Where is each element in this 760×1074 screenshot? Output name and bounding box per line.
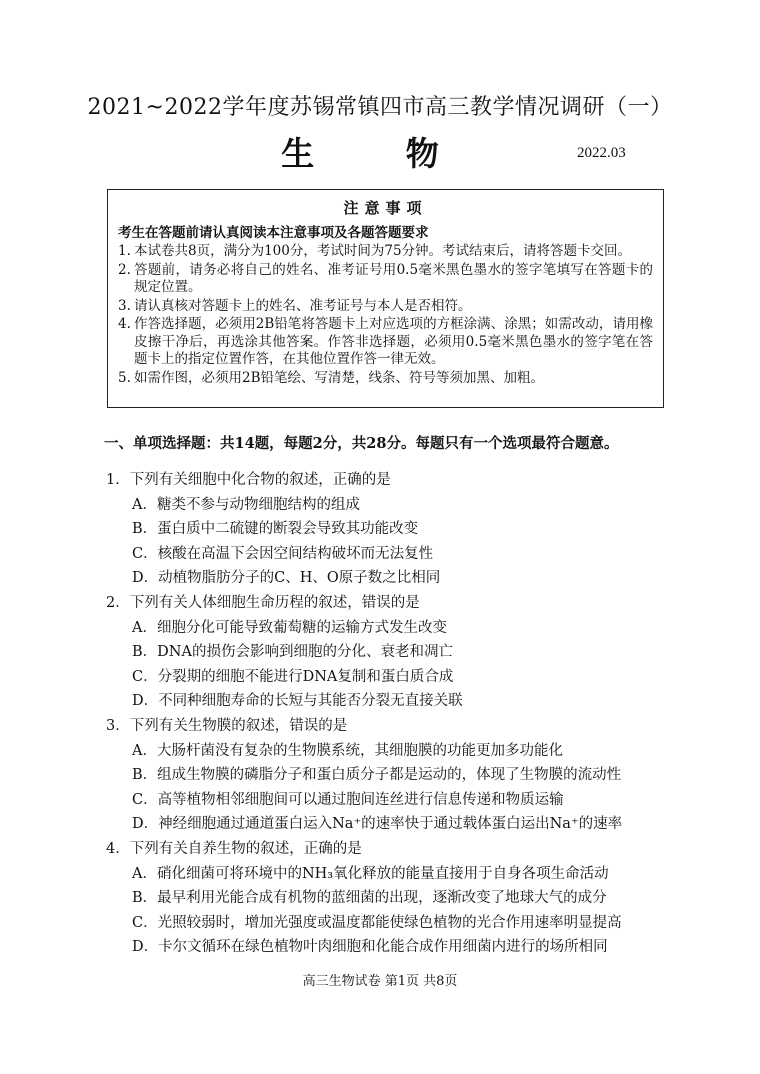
question-1 (106, 468, 666, 591)
answer-option: D．神经细胞通过通道蛋白运入Na⁺的速率快于通过载体蛋白运出Na⁺的速率 (132, 816, 623, 833)
question-stem: 1．下列有关细胞中化合物的叙述，正确的是 (106, 472, 391, 488)
answer-option: D．动植物脂肪分子的C、H、O原子数之比相同 (132, 570, 441, 587)
answer-option: B．最早利用光能合成有机物的蓝细菌的出现，逐渐改变了地球大气的成分 (132, 890, 607, 907)
question-list (106, 468, 666, 960)
section-heading: 一、单项选择题：共14题，每题2分，共28分。每题只有一个选项最符合题意。 (104, 435, 619, 452)
notice-item (118, 370, 653, 388)
notice-item (118, 243, 653, 261)
notice-item-number: 2. (118, 261, 131, 278)
answer-option: A．糖类不参与动物细胞结构的组成 (132, 496, 360, 513)
question-stem: 4．下列有关自养生物的叙述，正确的是 (106, 840, 362, 857)
notice-box (107, 189, 664, 408)
answer-option: B．组成生物膜的磷脂分子和蛋白质分子都是运动的，体现了生物膜的流动性 (132, 767, 622, 784)
answer-option: B．DNA的损伤会影响到细胞的分化、衰老和凋亡 (132, 644, 453, 661)
notice-item-number: 1. (118, 243, 131, 259)
notice-item (118, 298, 653, 316)
subject-title: 生 物 (281, 134, 479, 173)
notice-item-text: 请认真核对答题卡上的姓名、准考证号与本人是否相符。 (134, 297, 472, 314)
notice-title: 注意事项 (343, 199, 428, 217)
answer-option: A．细胞分化可能导致葡萄糖的运输方式发生改变 (132, 619, 447, 636)
notice-item-text: 本试卷共8页，满分为100分，考试时间为75分钟。考试结束后，请将答题卡交回。 (134, 243, 632, 259)
exam-title: 2021~2022学年度苏锡常镇四市高三教学情况调研（一） (87, 95, 673, 120)
notice-item-text: 答题前，请务必将自己的姓名、准考证号用0.5毫米黑色墨水的签字笔填写在答题卡的规定位置。 (134, 261, 653, 295)
answer-option: C．核酸在高温下会因空间结构破坏而无法复性 (132, 545, 434, 562)
answer-option: D．不同种细胞寿命的长短与其能否分裂无直接关联 (132, 693, 463, 710)
notice-item (118, 262, 653, 297)
notice-item-number: 4. (118, 316, 131, 332)
page-footer: 高三生物试卷 第1页 共8页 (302, 974, 458, 989)
question-3 (106, 714, 666, 837)
notice-item-number: 5. (118, 369, 131, 386)
answer-option: A．硝化细菌可将环境中的NH₃氧化释放的能量直接用于自身各项生命活动 (132, 865, 609, 882)
notice-item-text: 作答选择题，必须用2B铅笔将答题卡上对应选项的方框涂满、涂黑；如需改动，请用橡皮擦干净后，再选涂其他答案。作答非选择题，必须用0.5毫米黑色墨水的签字笔在答题卡上的指定位置作答，在其他位置作答一律无效。 (134, 316, 653, 367)
answer-option: A．大肠杆菌没有复杂的生物膜系统，其细胞膜的功能更加多功能化 (132, 742, 563, 759)
notice-subtitle: 考生在答题前请认真阅读本注意事项及各题答题要求 (118, 225, 429, 241)
exam-date: 2022.03 (577, 145, 626, 161)
question-4 (106, 837, 666, 960)
notice-item (118, 316, 653, 369)
question-stem: 3．下列有关生物膜的叙述，错误的是 (106, 717, 348, 734)
notice-item-text: 如需作图，必须用2B铅笔绘、写清楚，线条、符号等须加黑、加粗。 (134, 369, 545, 386)
question-stem: 2．下列有关人体细胞生命历程的叙述，错误的是 (106, 594, 420, 611)
answer-option: C．分裂期的细胞不能进行DNA复制和蛋白质合成 (132, 668, 454, 685)
answer-option: D．卡尔文循环在绿色植物叶肉细胞和化能合成作用细菌内进行的场所相同 (132, 939, 608, 956)
answer-option: B．蛋白质中二硫键的断裂会导致其功能改变 (132, 521, 419, 538)
notice-item-number: 3. (118, 297, 131, 314)
answer-option: C．高等植物相邻细胞间可以通过胞间连丝进行信息传递和物质运输 (132, 791, 564, 808)
answer-option: C．光照较弱时，增加光强度或温度都能使绿色植物的光合作用速率明显提高 (132, 914, 622, 931)
question-2 (106, 591, 666, 714)
